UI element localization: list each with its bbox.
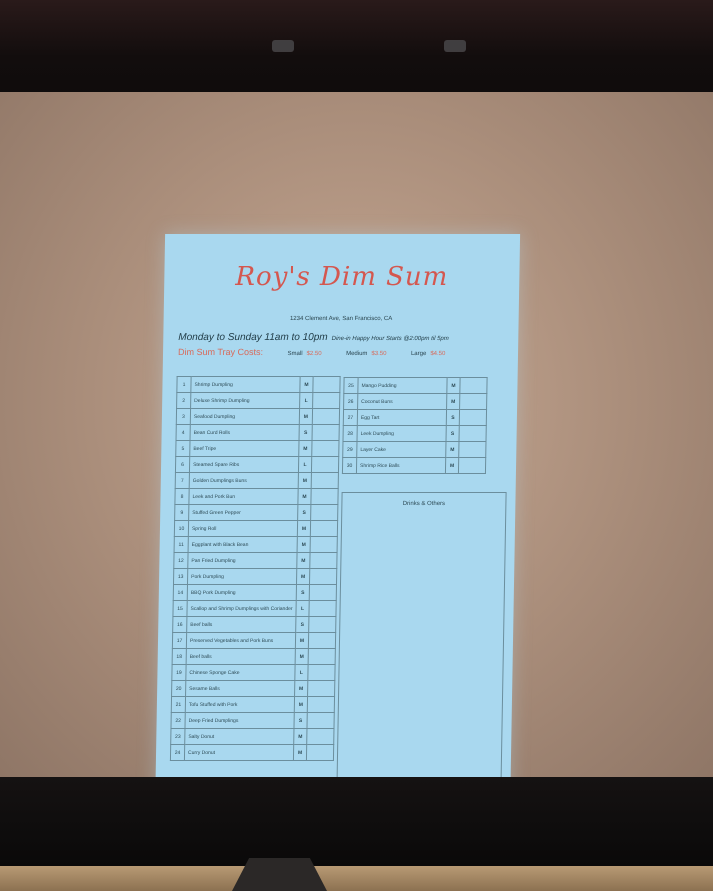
item-size: M (294, 697, 307, 713)
menu-row (171, 729, 334, 745)
item-size: S (446, 410, 459, 426)
menu-row (171, 713, 334, 729)
item-size: L (300, 393, 313, 409)
order-count-cell (308, 681, 335, 697)
menu-row (177, 393, 340, 409)
item-name: Egg Tart (357, 410, 446, 426)
menu-row (173, 569, 336, 585)
order-count-cell (312, 425, 339, 441)
item-size: M (295, 681, 308, 697)
order-count-cell (310, 537, 337, 553)
item-name: Deluxe Shrimp Dumpling (191, 393, 300, 409)
menu-row (173, 617, 336, 633)
menu-row (170, 745, 333, 761)
item-number: 25 (344, 378, 358, 394)
order-count-cell (308, 649, 335, 665)
item-name: Sesame Balls (186, 681, 295, 697)
item-number: 21 (171, 697, 185, 713)
item-name: Golden Dumplings Buns (189, 473, 298, 489)
item-number: 8 (175, 489, 189, 505)
menu-row (344, 378, 487, 394)
item-size: M (297, 521, 310, 537)
item-number: 27 (343, 410, 357, 426)
item-name: Shrimp Rice Balls (356, 458, 445, 474)
restaurant-title: Roy's Dim Sum (235, 262, 449, 292)
menu-row (172, 665, 335, 681)
order-count-cell (306, 745, 333, 761)
item-number: 28 (343, 426, 357, 442)
item-number: 13 (173, 569, 187, 585)
opening-hours (178, 332, 449, 343)
menu-row (342, 458, 485, 474)
tray-size-label: Large (410, 351, 427, 357)
item-name: Curry Donut (184, 745, 293, 761)
tray-price: $4.50 (430, 351, 446, 357)
item-name: Deep Fried Dumplings (185, 713, 294, 729)
item-name: Coconut Buns (358, 394, 447, 410)
menu-row (343, 410, 486, 426)
order-count-cell (311, 457, 338, 473)
menu-row (173, 585, 336, 601)
item-number: 24 (170, 745, 184, 761)
item-name: Beef balls (187, 617, 296, 633)
item-size: S (296, 617, 309, 633)
item-number: 5 (176, 441, 190, 457)
item-size: M (447, 394, 460, 410)
item-name: Preserved Vegetables and Pork Buns (186, 633, 295, 649)
item-size: L (296, 601, 309, 617)
item-name: Beef Tripe (190, 441, 299, 457)
order-count-cell (307, 713, 334, 729)
item-number: 1 (177, 377, 191, 393)
menu-row (177, 377, 340, 393)
item-number: 29 (343, 442, 357, 458)
ceiling-light (272, 40, 294, 52)
drinks-section (337, 492, 507, 784)
item-name: BBQ Pork Dumpling (187, 585, 296, 601)
item-size: M (300, 377, 313, 393)
order-count-cell (459, 410, 486, 426)
menu-row (174, 537, 337, 553)
item-name: Pan Fried Dumpling (188, 553, 297, 569)
tray-size-label: Small (287, 351, 303, 357)
hours-text: Monday to Sunday 11am to 10pm (178, 332, 328, 343)
item-number: 7 (175, 473, 189, 489)
item-size: M (299, 409, 312, 425)
stage-floor (0, 866, 713, 891)
tray-price: $2.50 (306, 351, 322, 357)
item-size: M (297, 553, 310, 569)
item-number: 23 (171, 729, 185, 745)
item-number: 10 (174, 521, 188, 537)
ceiling-light (444, 40, 466, 52)
order-count-cell (308, 665, 335, 681)
menu-row (175, 457, 338, 473)
order-count-cell (309, 617, 336, 633)
order-count-cell (311, 489, 338, 505)
menu-row (176, 441, 339, 457)
order-count-cell (460, 394, 487, 410)
order-count-cell (307, 729, 334, 745)
item-number: 11 (174, 537, 188, 553)
item-number: 16 (173, 617, 187, 633)
item-name: Eggplant with Black Bean (188, 537, 297, 553)
tray-costs (178, 347, 446, 357)
menu-row (172, 633, 335, 649)
menu-row (174, 521, 337, 537)
menu-row (175, 473, 338, 489)
item-name: Steamed Spare Ribs (189, 457, 298, 473)
item-name: Spring Roll (188, 521, 297, 537)
item-name: Chinese Sponge Cake (186, 665, 295, 681)
item-size: L (295, 665, 308, 681)
item-name: Layer Cake (357, 442, 446, 458)
item-name: Scallop and Shrimp Dumplings with Coriander (187, 601, 296, 617)
menu-row (171, 697, 334, 713)
item-size: M (446, 442, 459, 458)
item-number: 22 (171, 713, 185, 729)
order-count-cell (309, 601, 336, 617)
item-number: 3 (176, 409, 190, 425)
item-number: 26 (344, 394, 358, 410)
item-size: M (293, 745, 306, 761)
item-number: 17 (172, 633, 186, 649)
screen-bottom-frame (0, 777, 713, 867)
item-size: M (297, 537, 310, 553)
item-size: M (295, 649, 308, 665)
item-size: M (296, 569, 309, 585)
menu-sheet (155, 234, 520, 820)
item-size: S (294, 713, 307, 729)
projection-screen (0, 92, 713, 777)
item-name: Salty Donut (185, 729, 294, 745)
tray-price: $3.50 (371, 351, 387, 357)
order-count-cell (310, 553, 337, 569)
item-number: 2 (177, 393, 191, 409)
menu-row (176, 409, 339, 425)
tray-size-label: Medium (346, 351, 368, 357)
order-count-cell (313, 377, 340, 393)
order-count-cell (309, 569, 336, 585)
item-name: Bean Curd Rolls (190, 425, 299, 441)
item-name: Tofu Stuffed with Pork (185, 697, 294, 713)
item-size: L (298, 457, 311, 473)
menu-row (344, 394, 487, 410)
order-count-cell (312, 409, 339, 425)
item-name: Leek and Pork Bun (189, 489, 298, 505)
item-size: S (299, 425, 312, 441)
order-count-cell (460, 378, 487, 394)
item-name: Beef balls (186, 649, 295, 665)
order-count-cell (311, 473, 338, 489)
order-count-cell (309, 585, 336, 601)
item-name: Stuffed Green Pepper (189, 505, 298, 521)
item-name: Leek Dumpling (357, 426, 446, 442)
item-name: Shrimp Dumpling (191, 377, 300, 393)
item-number: 15 (173, 601, 187, 617)
item-name: Seafood Dumpling (190, 409, 299, 425)
item-size: M (447, 378, 460, 394)
item-number: 14 (173, 585, 187, 601)
ceiling (0, 0, 713, 95)
item-size: S (446, 426, 459, 442)
item-size: S (296, 585, 309, 601)
item-number: 19 (172, 665, 186, 681)
menu-row (174, 553, 337, 569)
tray-costs-label: Dim Sum Tray Costs: (177, 347, 264, 357)
order-count-cell (311, 505, 338, 521)
menu-table-right (342, 377, 488, 474)
item-size: M (299, 441, 312, 457)
order-count-cell (313, 393, 340, 409)
item-number: 9 (175, 505, 189, 521)
order-count-cell (310, 521, 337, 537)
order-count-cell (458, 458, 485, 474)
menu-row (343, 442, 486, 458)
order-count-cell (459, 442, 486, 458)
item-number: 18 (172, 649, 186, 665)
item-size: M (294, 729, 307, 745)
item-number: 4 (176, 425, 190, 441)
item-size: M (298, 489, 311, 505)
order-count-cell (459, 426, 486, 442)
menu-row (343, 426, 486, 442)
address: 1234 Clement Ave, San Francisco, CA (289, 316, 393, 322)
menu-row (176, 425, 339, 441)
item-size: M (445, 458, 458, 474)
item-name: Pork Dumpling (187, 569, 296, 585)
menu-row (173, 601, 336, 617)
happy-hour-text: Dine-in Happy Hour Starts @2:00pm til 5pm (331, 336, 449, 342)
order-count-cell (308, 633, 335, 649)
menu-row (172, 681, 335, 697)
menu-row (175, 505, 338, 521)
item-name: Mango Pudding (358, 378, 447, 394)
item-size: M (298, 473, 311, 489)
item-number: 30 (342, 458, 356, 474)
item-size: M (295, 633, 308, 649)
drinks-title: Drinks & Others (402, 501, 446, 507)
item-number: 12 (174, 553, 188, 569)
item-number: 20 (172, 681, 186, 697)
item-size: S (298, 505, 311, 521)
menu-table-left (170, 376, 341, 761)
item-number: 6 (175, 457, 189, 473)
menu-row (172, 649, 335, 665)
menu-row (175, 489, 338, 505)
order-count-cell (312, 441, 339, 457)
order-count-cell (307, 697, 334, 713)
